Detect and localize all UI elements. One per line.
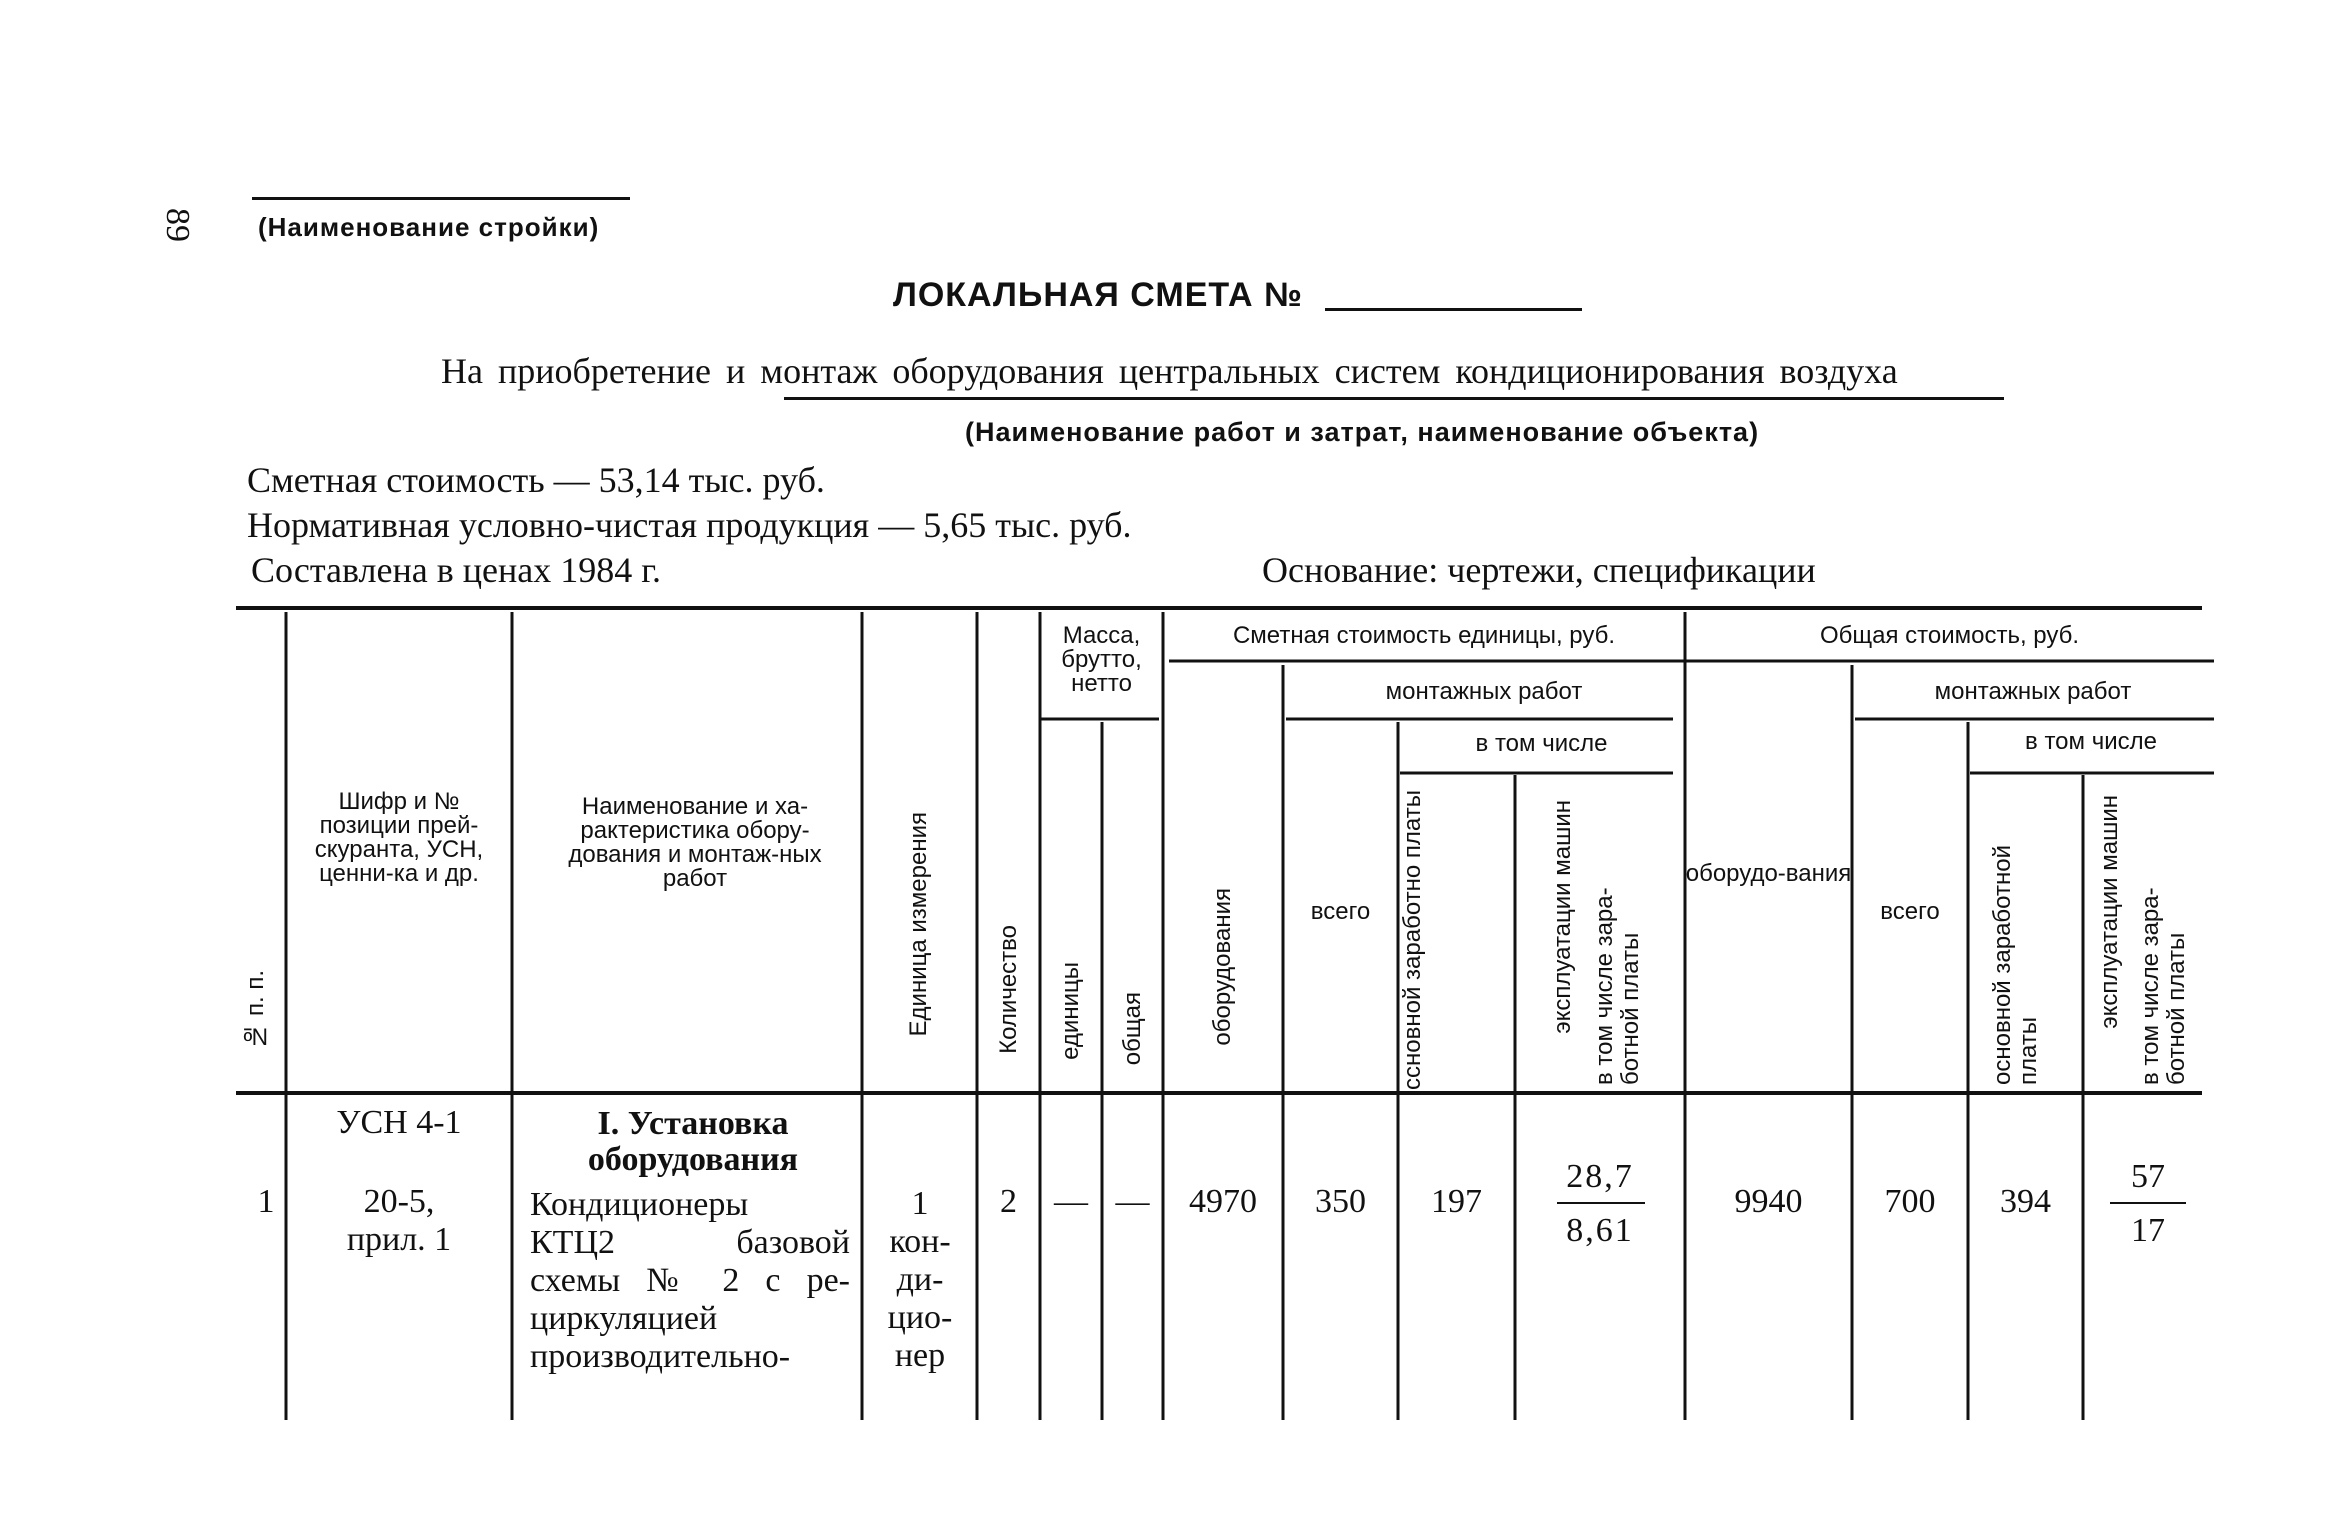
row-name-line: Кондиционеры [530,1186,749,1223]
header-incl-unit: в том числе [1475,730,1608,757]
row-code-2: 20-5, [363,1183,435,1220]
header-wage-unit: ссновной заработно платы [1399,790,1426,1090]
row-equip-total: 9940 [1734,1183,1803,1220]
row-name-line: схемы № 2 с ре- [530,1262,850,1299]
row-unit-line: нер [894,1337,946,1374]
row-unit [870,1185,970,1375]
header-wage-total: основной заработной платы [1989,845,2042,1085]
header-install-total: монтажных работ [1934,678,2132,705]
header-mass-total: общая [1119,992,1146,1066]
work-description: На приобретение и монтаж оборудования центральных систем кондиционирования воздуха [441,351,1898,391]
row-name [530,1186,850,1376]
prices-line: Составлена в ценах 1984 г. [251,550,661,590]
row-mass-total: — [1115,1183,1150,1220]
row-qty: 2 [1000,1183,1017,1220]
header-mass: Масса, брутто, нетто [1061,622,1142,697]
row-unit-line: кон- [889,1223,951,1260]
page-number: 89 [159,208,196,242]
row-install-unit: 350 [1315,1183,1366,1220]
header-machines-total: эксплуатации машин [2096,795,2123,1029]
row-section-title: I. Установка оборудования [587,1105,799,1178]
header-code: Шифр и № позиции прей-скуранта, УСН, ценни-ка и др. [314,788,484,887]
header-total-total: всего [1880,898,1940,925]
row-unit-line: ди- [896,1261,944,1298]
row-wage-unit: 197 [1431,1183,1482,1220]
row-machines-total: 57 [2131,1158,2165,1195]
header-total-cost: Общая стоимость, руб. [1819,622,2080,649]
row-code-3: прил. 1 [346,1221,452,1258]
row-install-total: 700 [1884,1183,1936,1220]
row-name-line: циркуляцией [530,1300,718,1337]
row-unit-line: цио- [887,1299,953,1336]
header-equipment-total: оборудо-вания [1685,860,1852,887]
header-machines-unit: эксплуатации машин [1549,800,1576,1034]
normative-line: Нормативная условно-чистая продукция — 5,65 тыс. руб. [247,505,1132,545]
row-wage-total: 394 [2000,1183,2051,1220]
header-name: Наименование и ха-рактеристика обору-дования и монтаж-ных работ [568,793,822,892]
header-install-unit: монтажных работ [1385,678,1583,705]
header-machine-wage-total: в том числе зара-ботной платы [2137,887,2190,1085]
header-qty: Количество [995,925,1022,1054]
row-num: 1 [257,1183,275,1220]
row-name-line: КТЦ2 базовой [530,1224,850,1261]
work-label: (Наименование работ и затрат, наименование объекта) [965,417,1760,447]
row-code-1: УСН 4-1 [336,1104,462,1141]
header-total-unit: всего [1310,898,1371,925]
row-machine-wage-unit: 8,61 [1566,1212,1634,1249]
document-title: ЛОКАЛЬНАЯ СМЕТА № [893,276,1303,314]
header-unit-cost: Сметная стоимость единицы, руб. [1232,622,1616,649]
cost-line: Сметная стоимость — 53,14 тыс. руб. [247,460,825,500]
header-machine-wage-unit: в том числе зара-ботной платы [1591,887,1644,1085]
header-num: № п. п. [242,970,269,1050]
row-mass-unit: — [1054,1183,1088,1220]
header-unit: Единица измерения [905,812,932,1037]
basis-line: Основание: чертежи, спецификации [1262,550,1816,590]
row-unit-line: 1 [911,1185,929,1222]
row-machine-wage-total: 17 [2131,1212,2165,1249]
header-mass-unit: единицы [1057,962,1084,1060]
header-equipment-unit: оборудования [1209,888,1236,1046]
header-incl-total: в том числе [2025,728,2157,755]
row-equip-unit: 4970 [1189,1183,1257,1220]
construction-label: (Наименование стройки) [258,212,600,242]
row-machines-unit: 28,7 [1566,1158,1634,1195]
row-name-line: производительно- [530,1338,791,1375]
